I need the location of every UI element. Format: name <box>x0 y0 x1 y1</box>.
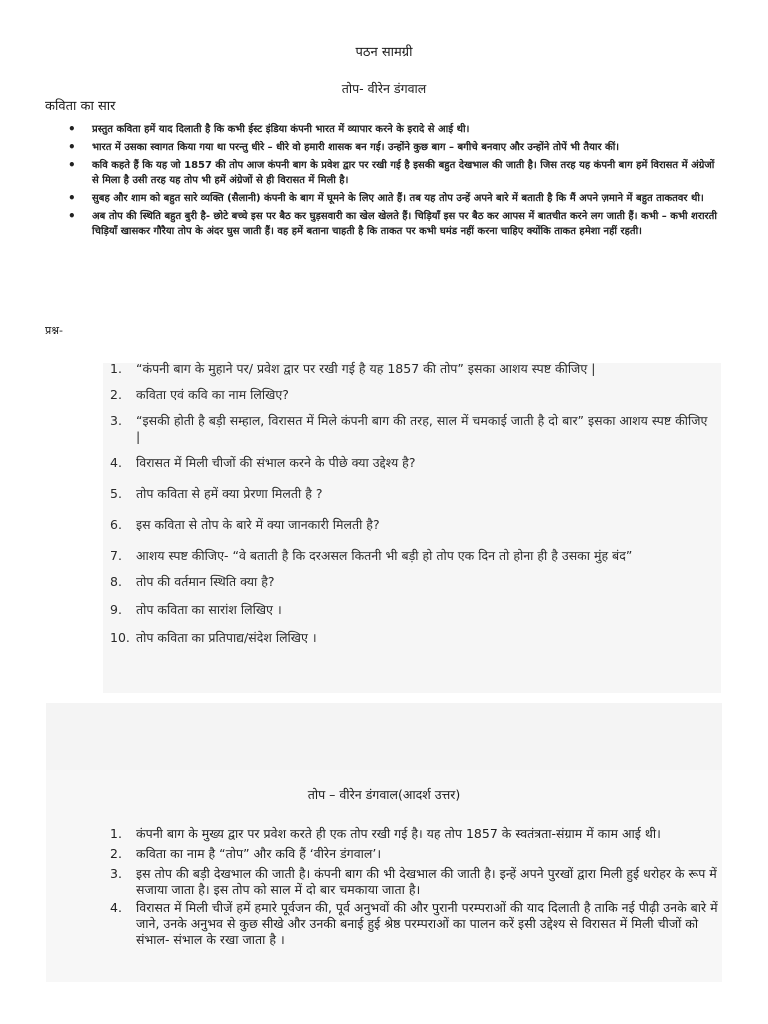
question-item <box>110 574 710 590</box>
summary-point: • सुबह और शाम को बहुत सारे व्यक्ति (सैलानी) कंपनी के बाग में घूमने के लिए आते हैं। तब यह तोप उन्हें अपने बारे में बताती है कि मैं अपने ज़माने में बहुत ताकतवर थी। <box>64 191 724 206</box>
question-item <box>110 455 710 471</box>
summary-list <box>64 122 724 242</box>
question-item <box>110 602 710 618</box>
question-number: 5. <box>110 486 122 501</box>
answer-text: इस तोप की बड़ी देखभाल की जाती है। कंपनी बाग की भी देखभाल की जाती है। इन्हें अपने पुरखों द्वारा मिली हुई धरोहर के रूप में सजाया जाता है। इस तोप को साल में दो बार चमकाया जाता है। <box>136 866 717 897</box>
summary-point: • कवि कहते हैं कि यह जो 1857 की तोप आज कंपनी बाग के प्रवेश द्वार पर रखी गई है इसकी बहुत देखभाल की जाती है। जिस तरह यह कंपनी बाग हमें विरासत में अंग्रेजों से मिला है उसी तरह यह तोप भी हमें अंग्रेजों से ही विरासत में मिली है। <box>64 158 724 188</box>
question-number: 3. <box>110 413 122 428</box>
questions-heading: प्रश्न- <box>45 324 64 337</box>
question-text: तोप की वर्तमान स्थिति क्या है? <box>136 574 275 589</box>
answer-item <box>110 866 722 898</box>
answer-text: कंपनी बाग के मुख्य द्वार पर प्रवेश करते ही एक तोप रखी गई है। यह तोप 1857 के स्वतंत्रता-संग्राम में काम आई थी। <box>136 826 661 841</box>
summary-point: • प्रस्तुत कविता हमें याद दिलाती है कि कभी ईस्ट इंडिया कंपनी भारत में व्यापार करने के इरादे से आई थी। <box>64 122 724 137</box>
question-number: 8. <box>110 574 122 589</box>
summary-heading: कविता का सार <box>45 99 116 114</box>
question-item <box>110 413 710 445</box>
question-number: 1. <box>110 361 122 376</box>
question-text: “कंपनी बाग के मुहाने पर/ प्रवेश द्वार पर रखी गई है यह 1857 की तोप” इसका आशय स्पष्ट कीजिए | <box>136 361 596 376</box>
question-text: “इसकी होती है बड़ी सम्हाल, विरासत में मिले कंपनी बाग की तरह, साल में चमकाई जाती है दो बार” इसका आशय स्पष्ट कीजिए | <box>136 413 708 444</box>
questions-list <box>110 361 710 646</box>
blank-section <box>46 703 722 770</box>
question-item <box>110 517 710 533</box>
question-text: विरासत में मिली चीजों की संभाल करने के पीछे क्या उद्देश्य है? <box>136 455 416 470</box>
answer-number: 1. <box>110 826 122 841</box>
answer-text: कविता का नाम है “तोप” और कवि हैं ‘वीरेन डंगवाल’। <box>136 846 382 861</box>
question-item <box>110 486 710 502</box>
answers-list <box>110 826 722 948</box>
answer-number: 2. <box>110 846 122 861</box>
answer-item <box>110 826 722 842</box>
question-number: 6. <box>110 517 122 532</box>
question-text: तोप कविता का प्रतिपाद्य/संदेश लिखिए । <box>136 630 317 645</box>
answer-item <box>110 900 722 948</box>
question-item <box>110 548 710 564</box>
summary-point: • अब तोप की स्थिति बहुत बुरी है- छोटे बच्चे इस पर बैठ कर घुड़सवारी का खेल खेलते हैं। चिड़ियाँ इस पर बैठ कर आपस में बातचीत करने लग जाती हैं। कभी – कभी शरारती चिड़ियाँ खासकर गौरैया तोप के अंदर घुस जाती हैं। वह हमें बताना चाहती है कि ताकत पर कभी घमंड नहीं करना चाहिए क्योंकि ताकत हमेशा नहीं रहती। <box>64 209 724 239</box>
page-title: पठन सामग्री <box>355 45 413 60</box>
question-item <box>110 387 710 403</box>
question-number: 2. <box>110 387 122 402</box>
question-number: 7. <box>110 548 122 563</box>
answer-number: 3. <box>110 866 122 881</box>
answer-text: विरासत में मिली चीजें हमें हमारे पूर्वजन की, पूर्व अनुभवों की और पुरानी परम्पराओं की याद दिलाती है ताकि नई पीढ़ी उनके बारे में जाने, उनके अनुभव से कुछ सीखे और उनकी बनाई हुई श्रेष्ठ परम्पराओं का पालन करें इसी उद्देश्य से विरासत में मिली चीजों को संभाल- संभाल के रखा जाता है । <box>136 900 718 947</box>
question-text: तोप कविता से हमें क्या प्रेरणा मिलती है ? <box>136 486 323 501</box>
question-number: 4. <box>110 455 122 470</box>
question-number: 10. <box>110 630 130 645</box>
answer-number: 4. <box>110 900 122 915</box>
question-item <box>110 361 710 377</box>
question-item <box>110 630 710 646</box>
question-number: 9. <box>110 602 122 617</box>
answer-item <box>110 846 722 862</box>
summary-point: • भारत में उसका स्वागत किया गया था परन्तु धीरे – धीरे वो हमारी शासक बन गई। उन्होंने कुछ बाग – बगीचे बनवाए और उन्होंने तोपें भी तैयार कीं। <box>64 140 724 155</box>
question-text: तोप कविता का सारांश लिखिए । <box>136 602 282 617</box>
question-text: आशय स्पष्ट कीजिए- “वे बताती है कि दरअसल कितनी भी बड़ी हो तोप एक दिन तो होना ही है उसका मुंह बंद” <box>136 548 633 563</box>
answers-title: तोप – वीरेन डंगवाल(आदर्श उत्तर) <box>307 787 461 802</box>
question-text: इस कविता से तोप के बारे में क्या जानकारी मिलती है? <box>136 517 380 532</box>
poem-title: तोप- वीरेन डंगवाल <box>341 81 427 96</box>
question-text: कविता एवं कवि का नाम लिखिए? <box>136 387 289 402</box>
